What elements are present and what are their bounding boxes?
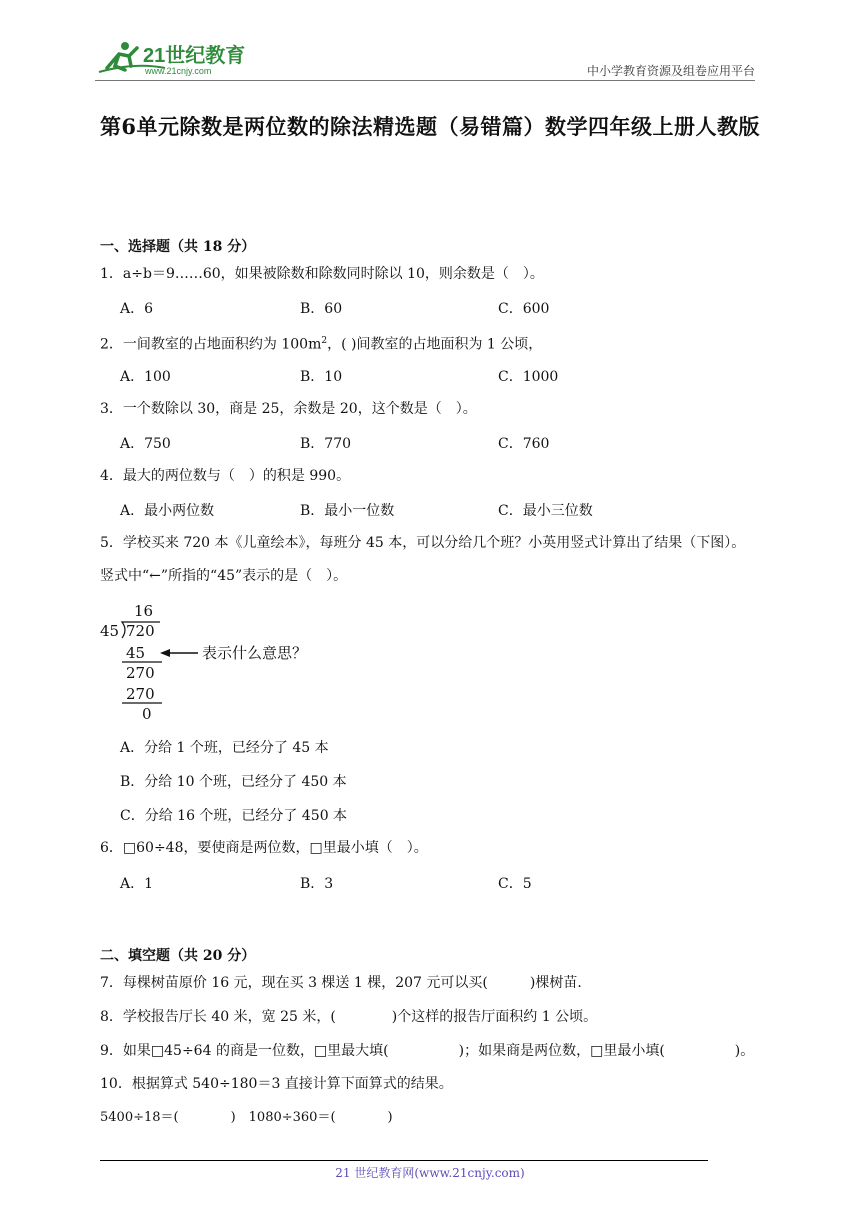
- question-10-expressions: 5400÷18＝( ) 1080÷360＝( ): [100, 1110, 393, 1125]
- fig-remainder: 0: [142, 705, 152, 723]
- section-fill-heading: 二、填空题（共 20 分）: [100, 948, 256, 964]
- logo-url: www.21cnjy.com: [145, 66, 212, 76]
- q4-option-a: A．最小两位数: [120, 503, 215, 519]
- q3-option-b: B．770: [300, 436, 352, 452]
- long-division-figure: [100, 600, 340, 725]
- question-5-line-1: 5．学校买来 720 本《儿童绘本》，每班分 45 本，可以分给几个班？小英用竖式计算出了结果（下图）。: [100, 535, 746, 551]
- q1-option-c: C．600: [498, 301, 550, 317]
- q2-text-a: 2．一间教室的占地面积约为 100m: [100, 336, 322, 353]
- q6-option-c: C．5: [498, 876, 532, 892]
- q2-option-a: A．100: [120, 369, 171, 385]
- fig-step-2: 270: [126, 664, 155, 682]
- question-3: 3．一个数除以 30，商是 25，余数是 20，这个数是（ ）。: [100, 401, 477, 417]
- q1-option-a: A．6: [120, 301, 154, 317]
- q3-option-a: A．750: [120, 436, 171, 452]
- fig-quotient: 16: [134, 602, 154, 620]
- q3-option-c: C．760: [498, 436, 550, 452]
- q2-superscript: 2: [321, 336, 328, 346]
- site-logo: [95, 38, 265, 80]
- q2-option-b: B．10: [300, 369, 343, 385]
- header-divider: [95, 80, 755, 81]
- fig-step-3: 270: [126, 685, 155, 703]
- section-choice-heading: 一、选择题（共 18 分）: [100, 239, 256, 255]
- q5-option-a: A．分给 1 个班，已经分了 45 本: [120, 740, 329, 756]
- platform-name: 中小学教育资源及组卷应用平台: [586, 64, 755, 78]
- q2-text-b: ，( )间教室的占地面积为 1 公顷，: [327, 336, 543, 353]
- footer-divider: [100, 1160, 708, 1161]
- fig-arrow-label: 表示什么意思？: [202, 644, 308, 662]
- logo-text: 21世纪教育: [143, 45, 246, 67]
- question-8: 8．学校报告厅长 40 米，宽 25 米，( )个这样的报告厅面积约 1 公顷。: [100, 1009, 598, 1025]
- question-2: [100, 332, 542, 354]
- left-arrow-icon: [160, 649, 170, 657]
- q1-option-b: B．60: [300, 301, 343, 317]
- question-9: 9．如果□45÷64 的商是一位数，□里最大填( )；如果商是两位数，□里最小填( )。: [100, 1043, 755, 1059]
- fig-step-1: 45: [126, 644, 146, 662]
- question-10: 10．根据算式 540÷180＝3 直接计算下面算式的结果。: [100, 1076, 453, 1092]
- fig-dividend: 720: [126, 622, 155, 640]
- question-7: 7．每棵树苗原价 16 元，现在买 3 棵送 1 棵，207 元可以买( )棵树苗．: [100, 975, 592, 991]
- question-6: 6．□60÷48，要使商是两位数，□里最小填（ ）。: [100, 840, 428, 856]
- page-title: 第6单元除数是两位数的除法精选题（易错篇）数学四年级上册人教版: [99, 114, 761, 139]
- fig-divisor: 45: [100, 622, 120, 640]
- footer-link[interactable]: 21 世纪教育网(www.21cnjy.com): [335, 1166, 525, 1180]
- q4-option-b: B．最小一位数: [300, 503, 395, 519]
- q4-option-c: C．最小三位数: [498, 503, 593, 519]
- question-1: 1．a÷b＝9……60，如果被除数和除数同时除以 10，则余数是（ ）。: [100, 266, 544, 282]
- q5-option-c: C．分给 16 个班，已经分了 450 本: [120, 808, 348, 824]
- logo-runner-icon: [95, 38, 265, 80]
- q2-option-c: C．1000: [498, 369, 559, 385]
- question-5-line-2: 竖式中“←”所指的“45”表示的是（ ）。: [100, 568, 348, 584]
- q6-option-b: B．3: [300, 876, 334, 892]
- q6-option-a: A．1: [120, 876, 154, 892]
- question-4: 4．最大的两位数与（ ）的积是 990。: [100, 468, 351, 484]
- q5-option-b: B．分给 10 个班，已经分了 450 本: [120, 774, 347, 790]
